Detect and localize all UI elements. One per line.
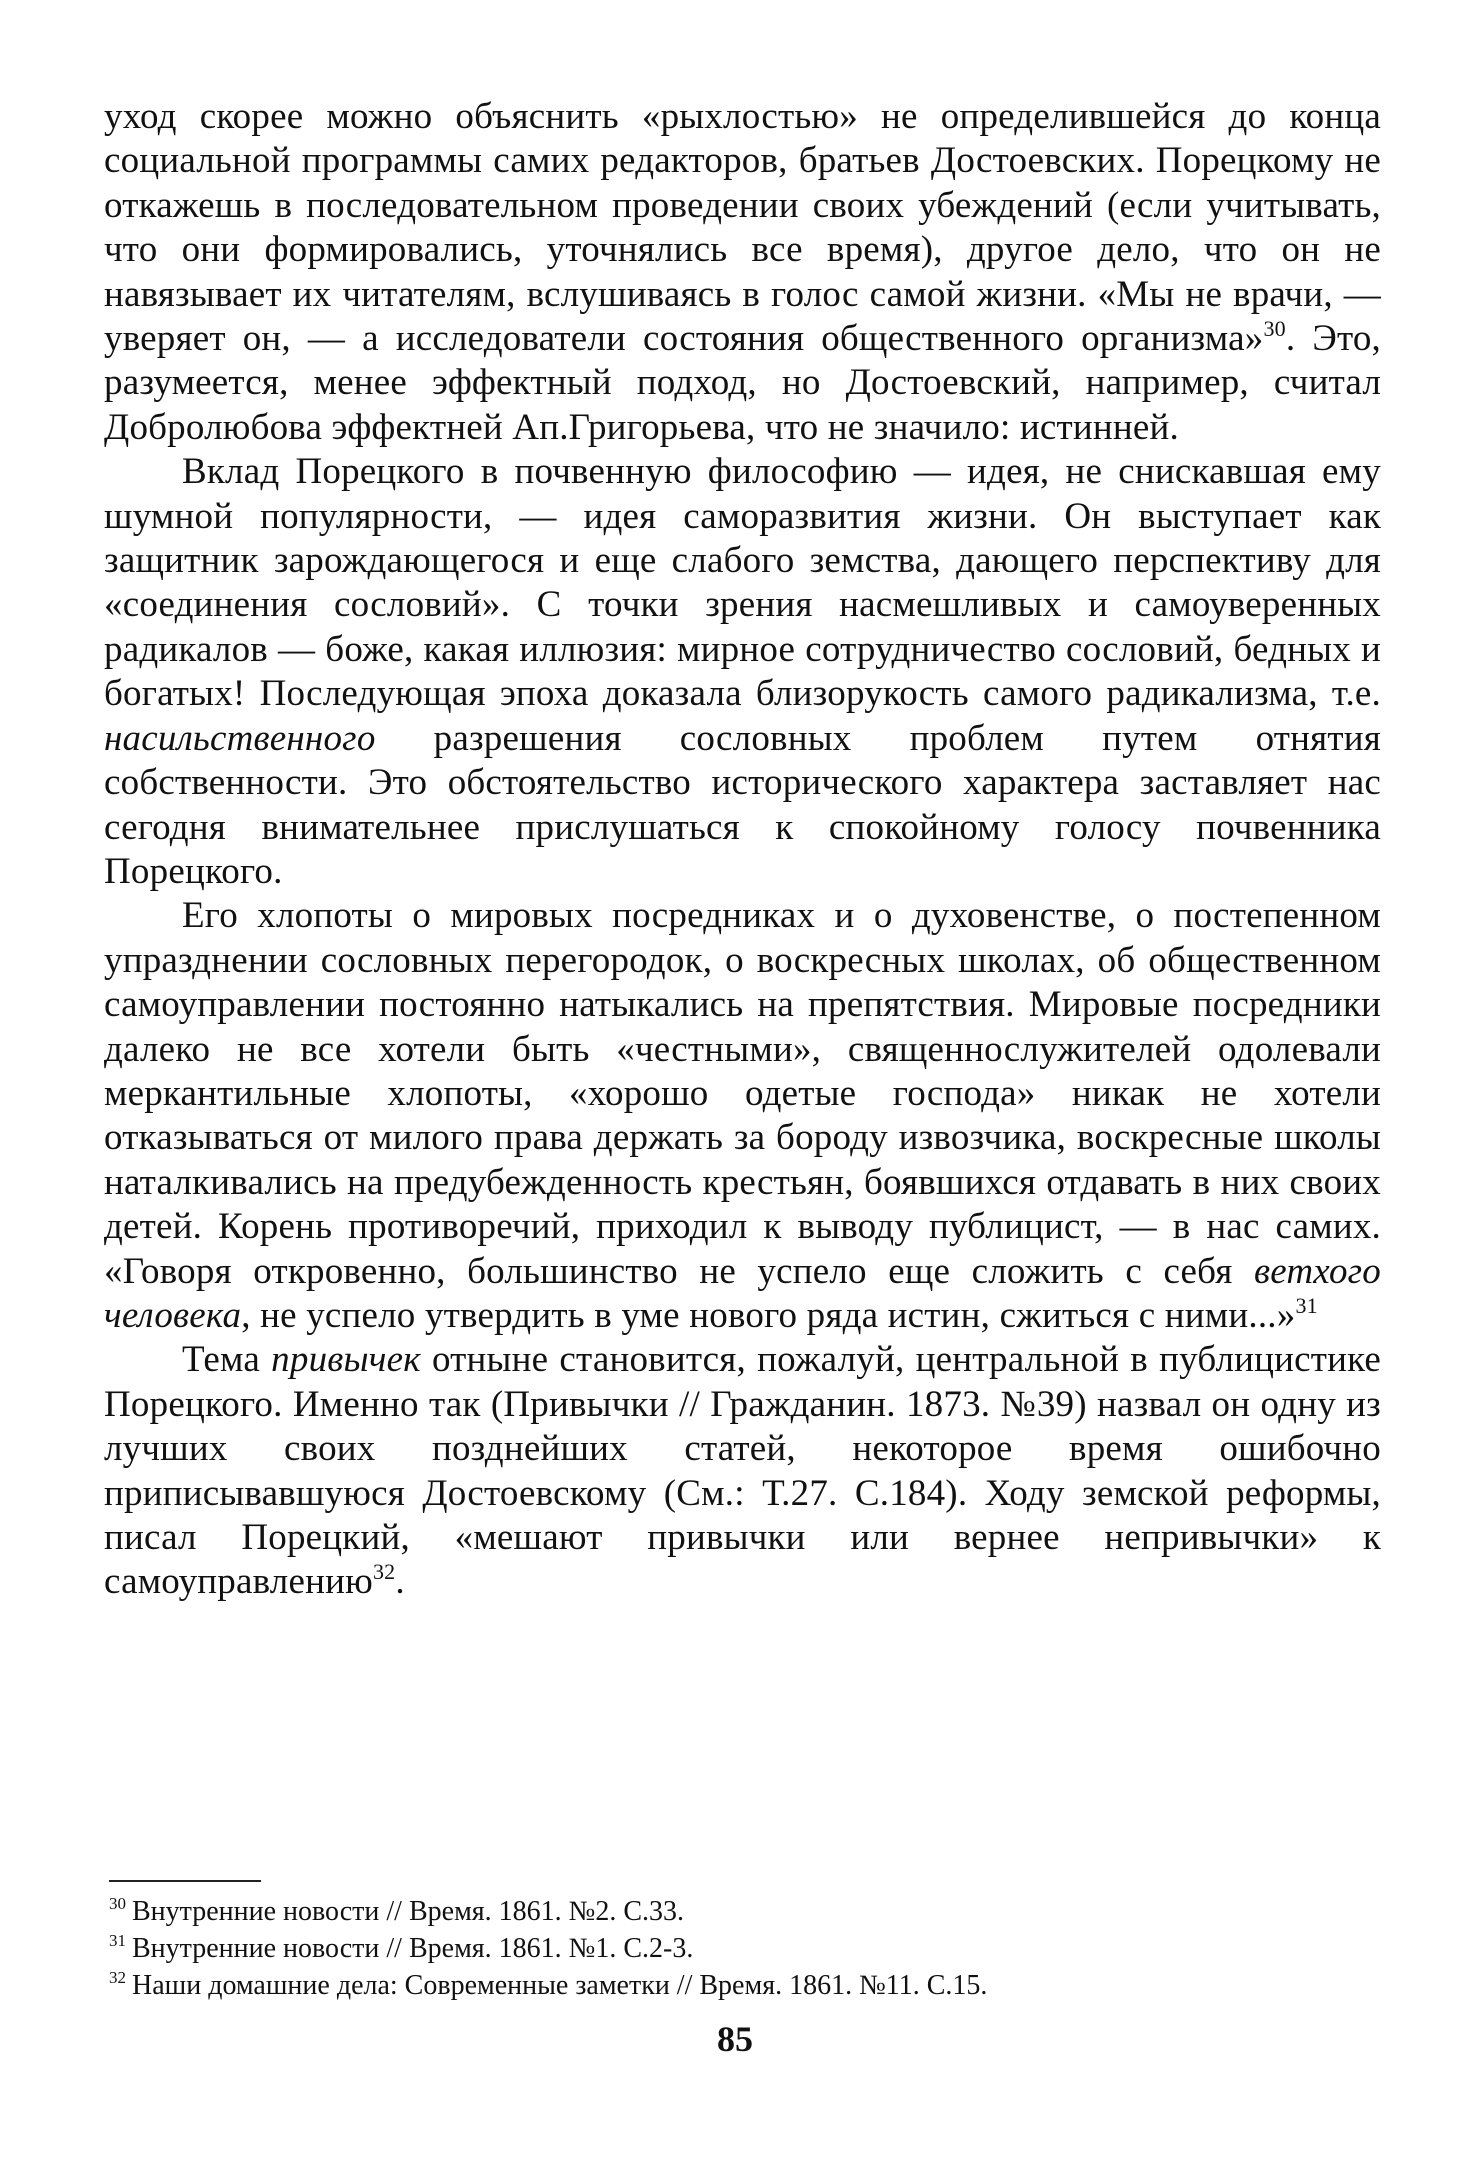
footnote-ref: 32 — [372, 1559, 396, 1585]
text-run: уход скорее можно объяснить «рыхлостью» не определившейся до конца социальной программы самих редакторов, братьев Достоевских. Порецкому не откажешь в последовательном проведении своих убеждений (если учитывать, что они формировались, уточнялись все время), другое дело, что он не навязывает их читателям, вслушиваясь в голос самой жизни. «Мы не врачи, — уверяет он, — а исследователи состояния общественного организма» — [104, 96, 1381, 360]
footnote — [109, 1930, 1381, 1967]
text-run: , не успело утвердить в уме нового ряда истин, сжиться с ними...» — [241, 1294, 1296, 1336]
footnote-text: Наши домашние дела: Современные заметки // Время. 1861. №11. С.15. — [132, 1970, 988, 2001]
footnote — [109, 1967, 1381, 2004]
italic-text: насильственного — [104, 717, 376, 759]
body-text — [104, 95, 1381, 1605]
footnote-divider — [109, 1880, 261, 1882]
text-run: . Это, разумеется, менее эффектный подход, но Достоевский, например, считал Добролюбова эффектней Ап.Григорьева, что не значило: истинней. — [104, 318, 1381, 448]
text-run: Его хлопоты о мировых посредниках и о духовенстве, о постепенном упразднении сословных перегородок, о воскресных школах, об общественном самоуправлении постоянно натыкались на препятствия. Мировые посредники далеко не все хотели быть «честными», священнослужителей одолевали меркантильные хлопоты, «хорошо одетые господа» никак не хотели отказываться от милого права держать за бороду извозчика, воскресные школы наталкивались на предубежденность крестьян, боявшихся отдавать в них своих детей. Корень противоречий, приходил к выводу публицист, — в нас самих. «Говоря откровенно, большинство не успело еще сложить с себя — [104, 895, 1381, 1292]
page-number: 85 — [717, 2019, 753, 2059]
italic-text: привычек — [271, 1339, 421, 1381]
footnote-ref: 31 — [1295, 1292, 1318, 1318]
footnote-number: 32 — [109, 1968, 126, 1987]
paragraph — [104, 1338, 1381, 1604]
footnotes — [109, 1893, 1381, 2004]
footnote-number: 31 — [109, 1931, 126, 1950]
italic-text: ветхого человека — [104, 1250, 1381, 1336]
paragraph — [104, 95, 1381, 450]
footnote-ref: 30 — [1263, 316, 1286, 342]
text-run: разрешения сословных проблем путем отнятия собственности. Это обстоятельство исторического характера заставляет нас сегодня внимательнее прислушаться к спокойному голосу почвенника Порецкого. — [104, 717, 1381, 892]
text-run: Вклад Порецкого в почвенную философию — идея, не снискавшая ему шумной популярности, — идея саморазвития жизни. Он выступает как защитник зарождающегося и еще слабого земства, дающего перспективу для «соединения сословий». С точки зрения насмешливых и самоуверенных радикалов — боже, какая иллюзия: мирное сотрудничество сословий, бедных и богатых! Последующая эпоха доказала близорукость самого радикализма, т.е. — [104, 451, 1381, 715]
footnote-text: Внутренние новости // Время. 1861. №1. С.2-3. — [132, 1933, 694, 1964]
text-run: отныне становится, пожалуй, центральной в публицистике Порецкого. Именно так (Привычки // Гражданин. 1873. №39) назвал он одну из лучших своих позднейших статей, некоторое время ошибочно приписывавшуюся Достоевскому (См.: Т.27. С.184). Ходу земской реформы, писал Порецкий, «мешают привычки или вернее непривычки» к самоуправлению — [104, 1339, 1381, 1603]
text-run: . — [395, 1561, 405, 1603]
footnote-text: Внутренние новости // Время. 1861. №2. С.33. — [132, 1896, 685, 1927]
text-run: Тема — [182, 1339, 272, 1381]
footnote — [109, 1893, 1381, 1930]
footnote-number: 30 — [109, 1894, 126, 1913]
paragraph — [104, 894, 1381, 1338]
paragraph — [104, 450, 1381, 894]
